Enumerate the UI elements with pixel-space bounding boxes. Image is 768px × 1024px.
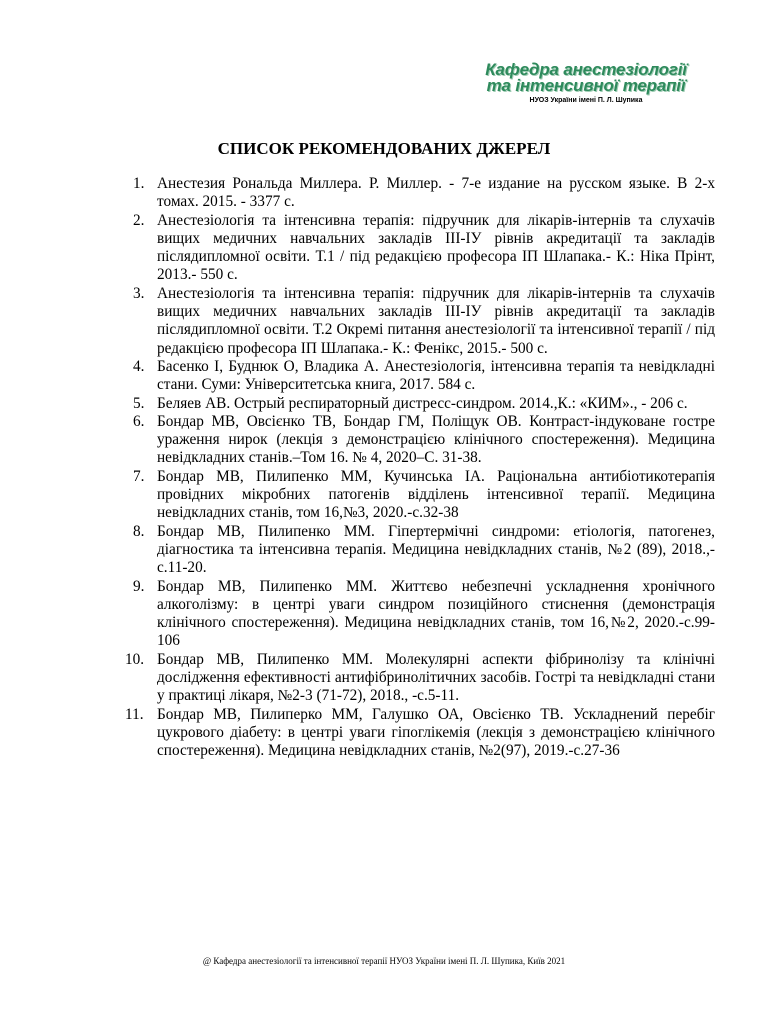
page-footer: @ Кафедра анестезіології та інтенсивної терапії НУОЗ України імені П. Л. Шупика, Київ 2021: [202, 956, 566, 966]
reference-item: [125, 706, 715, 761]
reference-item: [125, 413, 715, 468]
reference-text: Анестезия Рональда Миллера. Р. Миллер. - 7-е издание на русском языке. В 2-х томах. 2015. - 3377 с.: [157, 175, 715, 211]
reference-number: 5.: [133, 394, 145, 412]
reference-number: 2.: [133, 211, 145, 229]
reference-item: [125, 358, 715, 395]
reference-item: [125, 651, 715, 706]
reference-text: Бондар МВ, Овсієнко ТВ, Бондар ГМ, Поліщук ОВ. Контраст-індуковане гостре ураження нирок (лекція з демонстрацією клінічного спостереження). Медицина невідкладних станів.–Том 16. № 4, 2020–С. 31-38.: [157, 412, 715, 467]
reference-item: [125, 285, 715, 358]
page-title: СПИСОК РЕКОМЕНДОВАНИХ ДЖЕРЕЛ: [217, 139, 551, 158]
reference-number: 11.: [125, 705, 144, 723]
reference-number: 7.: [133, 467, 145, 485]
reference-text: Бондар МВ, Пилипенко ММ. Життєво небезпечні ускладнення хронічного алкоголізму: в центрі уваги синдром позиційного стиснення (демонстрація клінічного спостереження). Медицина невідкладних станів, том 16,№2, 2020.-с.99-106: [157, 577, 715, 650]
logo-subtitle: НУОЗ України імені П. Л. Шупика: [529, 97, 643, 104]
reference-item: [125, 523, 715, 578]
reference-text: Анестезіологія та інтенсивна терапія: підручник для лікарів-інтернів та слухачів вищих медичних навчальних закладів ІІІ-ІУ рівнів акредитації та закладів післядипломної освіти. Т.2 Окремі питання анестезіології та інтенсивної терапії / під редакцією професора ІП Шлапака.- К.: Фенікс, 2015.- 500 с.: [157, 284, 715, 357]
reference-text: Беляев АВ. Острый респираторный дистресс-синдром. 2014.,К.: «КИМ»., - 206 с.: [157, 394, 688, 412]
reference-list: [125, 175, 715, 761]
department-logo: [470, 62, 702, 106]
logo-line-2: та інтенсивної терапії: [486, 76, 686, 95]
reference-text: Бондар МВ, Пилипенко ММ. Гіпертермічні синдроми: етіологія, патогенез, діагностика та інтенсивна терапія. Медицина невідкладних станів, №2 (89), 2018.,-с.11-20.: [157, 522, 715, 577]
reference-text: Бондар МВ, Пилипенко ММ, Кучинська ІА. Раціональна антибіотикотерапія провідних мікробних патогенів відділень інтенсивної терапії. Медицина невідкладних станів, том 16,№3, 2020.-с.32-38: [157, 467, 715, 522]
reference-number: 9.: [133, 577, 145, 595]
reference-number: 4.: [133, 357, 145, 375]
reference-item: [125, 468, 715, 523]
reference-number: 3.: [133, 284, 145, 302]
reference-item: [125, 395, 715, 413]
reference-text: Бондар МВ, Пилиперко ММ, Галушко ОА, Овсієнко ТВ. Ускладнений перебіг цукрового діабету: в центрі уваги гіпоглікемія (лекція з демонстрацією клінічного спостереження). Медицина невідкладних станів, №2(97), 2019.-с.27-36: [157, 705, 715, 760]
reference-number: 1.: [133, 175, 145, 192]
reference-text: Бондар МВ, Пилипенко ММ. Молекулярні аспекти фібринолізу та клінічні дослідження ефективності антифібринолітичних засобів. Гострі та невідкладні стани у практиці лікаря, №2-3 (71-72), 2018., -с.5-11.: [157, 650, 715, 705]
reference-item: [125, 578, 715, 651]
reference-number: 8.: [133, 522, 145, 540]
reference-number: 6.: [133, 412, 145, 430]
reference-item: [125, 175, 715, 212]
reference-item: [125, 212, 715, 285]
reference-text: Анестезіологія та інтенсивна терапія: підручник для лікарів-інтернів та слухачів вищих медичних навчальних закладів ІІІ-ІУ рівнів акредитації та закладів післядипломної освіти. Т.1 / під редакцією професора ІП Шлапака.- К.: Ніка Прінт, 2013.- 550 с.: [157, 211, 715, 284]
reference-number: 10.: [125, 650, 145, 668]
logo-line-1: Кафедра анестезіології: [485, 60, 687, 79]
reference-text: Басенко І, Буднюк О, Владика А. Анестезіологія, інтенсивна терапія та невідкладні стани. Суми: Університетська книга, 2017. 584 с.: [157, 357, 715, 394]
